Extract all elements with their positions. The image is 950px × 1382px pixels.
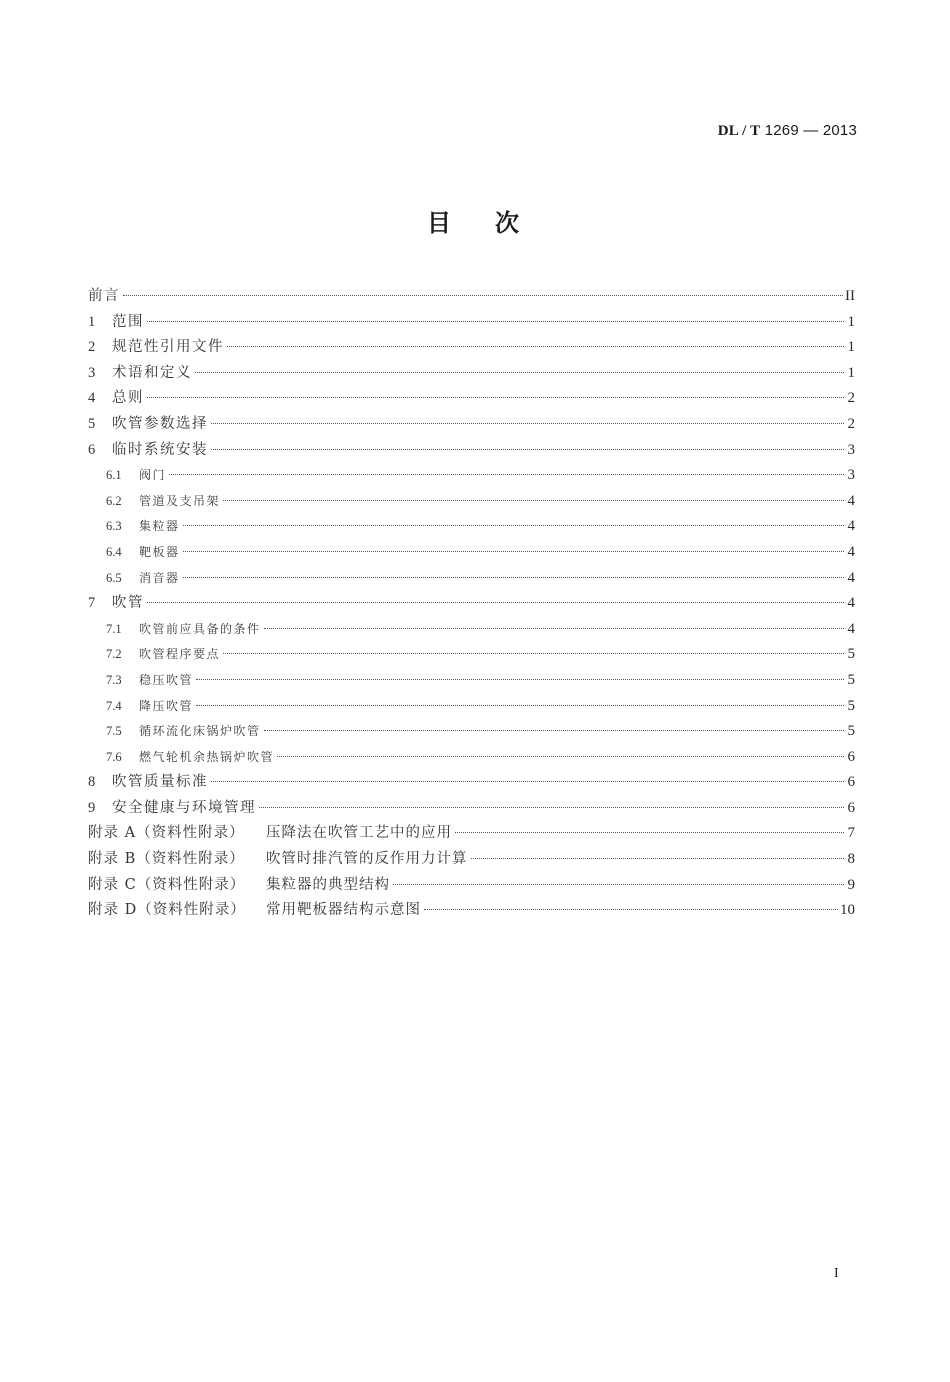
appendix-prefix: 附录 A（资料性附录）: [88, 825, 245, 842]
toc-page-number: 2: [847, 390, 855, 407]
toc-label: 集粒器: [139, 519, 180, 534]
toc-page-number: 6: [847, 748, 855, 765]
toc-page-number: 9: [847, 876, 855, 893]
dot-leader: [223, 653, 844, 654]
toc-label: 前言: [88, 288, 120, 304]
toc-number: 9: [88, 799, 96, 816]
toc-number: 6: [88, 441, 96, 458]
dot-leader: [471, 858, 845, 859]
toc-number: 7: [88, 595, 96, 612]
dot-leader: [196, 705, 844, 706]
toc-label: 消音器: [139, 570, 180, 585]
toc-number: 5: [88, 415, 96, 432]
toc-entry[interactable]: [88, 335, 855, 361]
toc-label: 范围: [112, 313, 144, 330]
toc-page-number: 5: [847, 671, 855, 688]
dot-leader: [393, 884, 844, 885]
toc-subentry[interactable]: [88, 489, 855, 515]
toc-page-number: 4: [847, 518, 855, 535]
toc-label: 稳压吹管: [139, 672, 194, 687]
toc-number: 7.1: [106, 621, 122, 636]
toc-page-number: 5: [847, 646, 855, 663]
toc-page-number: II: [845, 288, 855, 304]
toc-number: 1: [88, 313, 96, 330]
dot-leader: [195, 372, 844, 373]
toc-number: 7.5: [106, 724, 122, 739]
toc-page-number: 4: [847, 492, 855, 509]
toc-label: 燃气轮机余热锅炉吹管: [139, 749, 275, 764]
toc-number: 6.3: [106, 519, 122, 534]
toc-appendix-a[interactable]: [88, 821, 855, 847]
toc-number: 2: [88, 339, 96, 356]
dot-leader: [183, 551, 844, 552]
dot-leader: [227, 346, 844, 347]
dot-leader: [147, 397, 844, 398]
toc-entry[interactable]: [88, 361, 855, 387]
toc-page-number: 6: [847, 774, 855, 791]
toc-subentry[interactable]: [88, 694, 855, 720]
dot-leader: [211, 449, 844, 450]
toc-label: 吹管前应具备的条件: [139, 621, 261, 636]
toc-page-number: 4: [847, 569, 855, 586]
toc-label: 安全健康与环境管理: [112, 799, 256, 816]
toc-label: 阀门: [139, 468, 167, 483]
dot-leader: [259, 807, 844, 808]
toc-number: 7.6: [106, 749, 122, 764]
toc-page-number: 1: [847, 364, 855, 381]
toc-label: 规范性引用文件: [112, 339, 224, 356]
toc-appendix-d[interactable]: [88, 898, 855, 924]
toc-page-number: 1: [847, 339, 855, 356]
toc-entry[interactable]: [88, 386, 855, 412]
toc-page-number: 10: [840, 902, 855, 919]
toc-subentry[interactable]: [88, 514, 855, 540]
toc-appendix-c[interactable]: [88, 873, 855, 899]
toc-entry[interactable]: [88, 796, 855, 822]
toc-number: 7.2: [106, 647, 122, 662]
toc-number: 6.2: [106, 493, 122, 508]
dot-leader: [183, 525, 844, 526]
toc-page-number: 4: [847, 595, 855, 612]
toc-number: 7.4: [106, 698, 122, 713]
dot-leader: [196, 679, 844, 680]
toc-label: 临时系统安装: [112, 441, 208, 458]
toc-appendix-b[interactable]: [88, 847, 855, 873]
toc-subentry[interactable]: [88, 668, 855, 694]
toc-label: 吹管参数选择: [112, 415, 208, 432]
toc-page-number: 8: [847, 851, 855, 868]
toc-page-number: 4: [847, 543, 855, 560]
dot-leader: [147, 602, 844, 603]
toc-entry[interactable]: [88, 310, 855, 336]
toc-page-number: 6: [847, 799, 855, 816]
toc-page-number: 3: [847, 441, 855, 458]
doc-number: 1269 — 2013: [764, 122, 857, 139]
toc-entry-foreword[interactable]: [88, 284, 855, 310]
toc-label: 降压吹管: [139, 698, 194, 713]
doc-prefix: DL / T: [717, 123, 761, 139]
toc-subentry[interactable]: [88, 463, 855, 489]
toc-entry[interactable]: [88, 591, 855, 617]
toc-label: 集粒器的典型结构: [266, 876, 390, 893]
table-of-contents: [88, 284, 855, 924]
toc-label: 总则: [112, 390, 144, 407]
toc-number: 6.1: [106, 468, 122, 483]
dot-leader: [183, 577, 844, 578]
toc-number: 8: [88, 774, 96, 791]
toc-label: 吹管: [112, 595, 144, 612]
page-number-footer: I: [834, 1266, 839, 1281]
toc-page-number: 5: [847, 697, 855, 714]
toc-entry[interactable]: [88, 770, 855, 796]
dot-leader: [424, 909, 838, 910]
dot-leader: [211, 423, 844, 424]
toc-label: 吹管质量标准: [112, 774, 208, 791]
document-identifier: [718, 122, 857, 140]
toc-label: 常用靶板器结构示意图: [266, 902, 421, 919]
toc-label: 管道及支吊架: [139, 493, 221, 508]
dot-leader: [223, 500, 844, 501]
toc-page-number: 7: [847, 825, 855, 842]
toc-subentry[interactable]: [88, 566, 855, 592]
toc-label: 术语和定义: [112, 364, 192, 381]
toc-page-number: 3: [847, 467, 855, 484]
dot-leader: [211, 781, 844, 782]
appendix-prefix: 附录 C（资料性附录）: [88, 876, 246, 893]
page-title: 目次: [427, 209, 563, 237]
appendix-prefix: 附录 B（资料性附录）: [88, 851, 245, 868]
toc-label: 吹管程序要点: [139, 647, 221, 662]
toc-subentry[interactable]: [88, 617, 855, 643]
toc-subentry[interactable]: [88, 642, 855, 668]
toc-page-number: 4: [847, 620, 855, 637]
dot-leader: [264, 730, 844, 731]
toc-page-number: 2: [847, 415, 855, 432]
toc-page-number: 1: [847, 313, 855, 330]
toc-entry[interactable]: [88, 412, 855, 438]
toc-number: 3: [88, 364, 96, 381]
dot-leader: [147, 321, 844, 322]
toc-number: 4: [88, 390, 96, 407]
toc-number: 6.5: [106, 570, 122, 585]
appendix-prefix: 附录 D（资料性附录）: [88, 902, 246, 919]
toc-number: 7.3: [106, 672, 122, 687]
toc-subentry[interactable]: [88, 540, 855, 566]
toc-subentry[interactable]: [88, 719, 855, 745]
dot-leader: [264, 628, 844, 629]
dot-leader: [169, 474, 844, 475]
toc-label: 压降法在吹管工艺中的应用: [266, 825, 452, 842]
dot-leader: [277, 756, 844, 757]
toc-number: 6.4: [106, 544, 122, 559]
toc-subentry[interactable]: [88, 745, 855, 771]
toc-page-number: 5: [847, 723, 855, 740]
toc-entry[interactable]: [88, 438, 855, 464]
toc-label: 靶板器: [139, 544, 180, 559]
dot-leader: [123, 295, 843, 296]
toc-label: 吹管时排汽管的反作用力计算: [266, 851, 468, 868]
dot-leader: [455, 832, 844, 833]
toc-label: 循环流化床锅炉吹管: [139, 724, 261, 739]
